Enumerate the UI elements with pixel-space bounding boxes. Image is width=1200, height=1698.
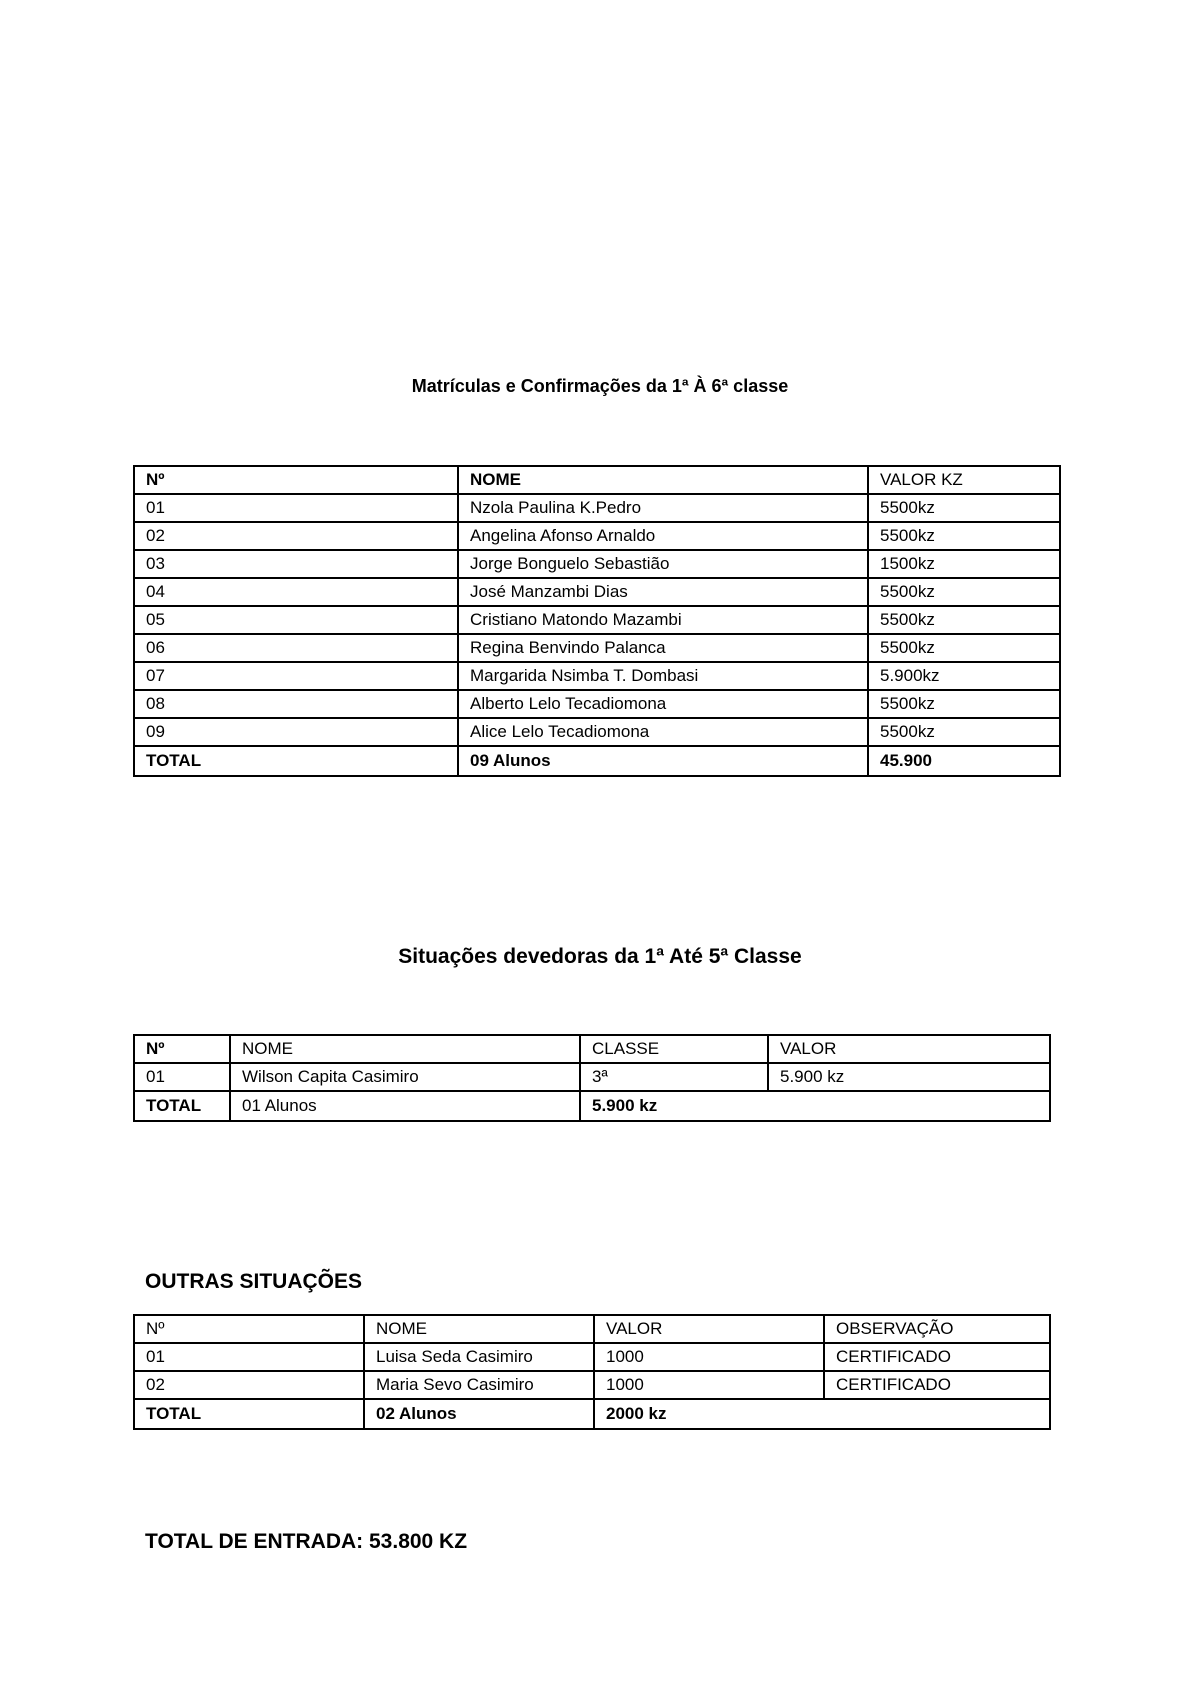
amount: 5500kz [868, 606, 1060, 634]
table-row [134, 494, 1060, 522]
total-row [134, 1399, 1050, 1429]
total-count: 01 Alunos [230, 1091, 580, 1121]
header-cell: Nº [134, 1035, 230, 1063]
observation: CERTIFICADO [824, 1371, 1050, 1399]
header-cell: VALOR [768, 1035, 1050, 1063]
devedoras-table [133, 1034, 1051, 1122]
row-number: 06 [134, 634, 458, 662]
matriculas-title: Matrículas e Confirmações da 1ª À 6ª classe [411, 376, 789, 396]
table-row [134, 1371, 1050, 1399]
header-cell: NOME [230, 1035, 580, 1063]
amount: 5500kz [868, 718, 1060, 746]
observation: CERTIFICADO [824, 1343, 1050, 1371]
student-name: Jorge Bonguelo Sebastião [458, 550, 868, 578]
header-cell: VALOR [594, 1315, 824, 1343]
row-number: 01 [134, 1063, 230, 1091]
amount: 5.900 kz [768, 1063, 1050, 1091]
student-name: Angelina Afonso Arnaldo [458, 522, 868, 550]
amount: 1500kz [868, 550, 1060, 578]
total-label: TOTAL [134, 746, 458, 776]
header-cell: Nº [134, 466, 458, 494]
student-name: Alice Lelo Tecadiomona [458, 718, 868, 746]
matriculas-table [133, 465, 1061, 777]
header-cell: NOME [364, 1315, 594, 1343]
row-number: 07 [134, 662, 458, 690]
header-cell: CLASSE [580, 1035, 768, 1063]
total-row [134, 746, 1060, 776]
student-name: Maria Sevo Casimiro [364, 1371, 594, 1399]
row-number: 03 [134, 550, 458, 578]
header-cell: NOME [458, 466, 868, 494]
class-grade: 3ª [580, 1063, 768, 1091]
row-number: 02 [134, 522, 458, 550]
total-count: 09 Alunos [458, 746, 868, 776]
total-amount: 5.900 kz [580, 1091, 1050, 1121]
row-number: 08 [134, 690, 458, 718]
student-name: Regina Benvindo Palanca [458, 634, 868, 662]
student-name: José Manzambi Dias [458, 578, 868, 606]
student-name: Margarida Nsimba T. Dombasi [458, 662, 868, 690]
table-row [134, 1063, 1050, 1091]
total-amount: 45.900 [868, 746, 1060, 776]
total-label: TOTAL [134, 1091, 230, 1121]
total-count: 02 Alunos [364, 1399, 594, 1429]
row-number: 05 [134, 606, 458, 634]
amount: 5500kz [868, 578, 1060, 606]
amount: 1000 [594, 1343, 824, 1371]
student-name: Cristiano Matondo Mazambi [458, 606, 868, 634]
table-row [134, 1343, 1050, 1371]
table-row [134, 578, 1060, 606]
table-header-row [134, 466, 1060, 494]
student-name: Alberto Lelo Tecadiomona [458, 690, 868, 718]
table-row [134, 718, 1060, 746]
amount: 5500kz [868, 690, 1060, 718]
row-number: 09 [134, 718, 458, 746]
header-cell: Nº [134, 1315, 364, 1343]
devedoras-title: Situações devedoras da 1ª Até 5ª Classe [398, 945, 802, 968]
total-row [134, 1091, 1050, 1121]
amount: 5500kz [868, 494, 1060, 522]
row-number: 02 [134, 1371, 364, 1399]
student-name: Nzola Paulina K.Pedro [458, 494, 868, 522]
table-header-row [134, 1035, 1050, 1063]
table-row [134, 606, 1060, 634]
row-number: 04 [134, 578, 458, 606]
total-amount: 2000 kz [594, 1399, 1050, 1429]
row-number: 01 [134, 494, 458, 522]
amount: 5.900kz [868, 662, 1060, 690]
table-row [134, 662, 1060, 690]
amount: 1000 [594, 1371, 824, 1399]
grand-total: TOTAL DE ENTRADA: 53.800 KZ [145, 1530, 468, 1553]
header-cell: OBSERVAÇÃO [824, 1315, 1050, 1343]
outras-title: OUTRAS SITUAÇÕES [145, 1270, 363, 1293]
table-row [134, 550, 1060, 578]
header-cell: VALOR KZ [868, 466, 1060, 494]
amount: 5500kz [868, 634, 1060, 662]
total-label: TOTAL [134, 1399, 364, 1429]
outras-table [133, 1314, 1051, 1430]
row-number: 01 [134, 1343, 364, 1371]
table-header-row [134, 1315, 1050, 1343]
table-row [134, 634, 1060, 662]
amount: 5500kz [868, 522, 1060, 550]
student-name: Wilson Capita Casimiro [230, 1063, 580, 1091]
table-row [134, 522, 1060, 550]
table-row [134, 690, 1060, 718]
student-name: Luisa Seda Casimiro [364, 1343, 594, 1371]
